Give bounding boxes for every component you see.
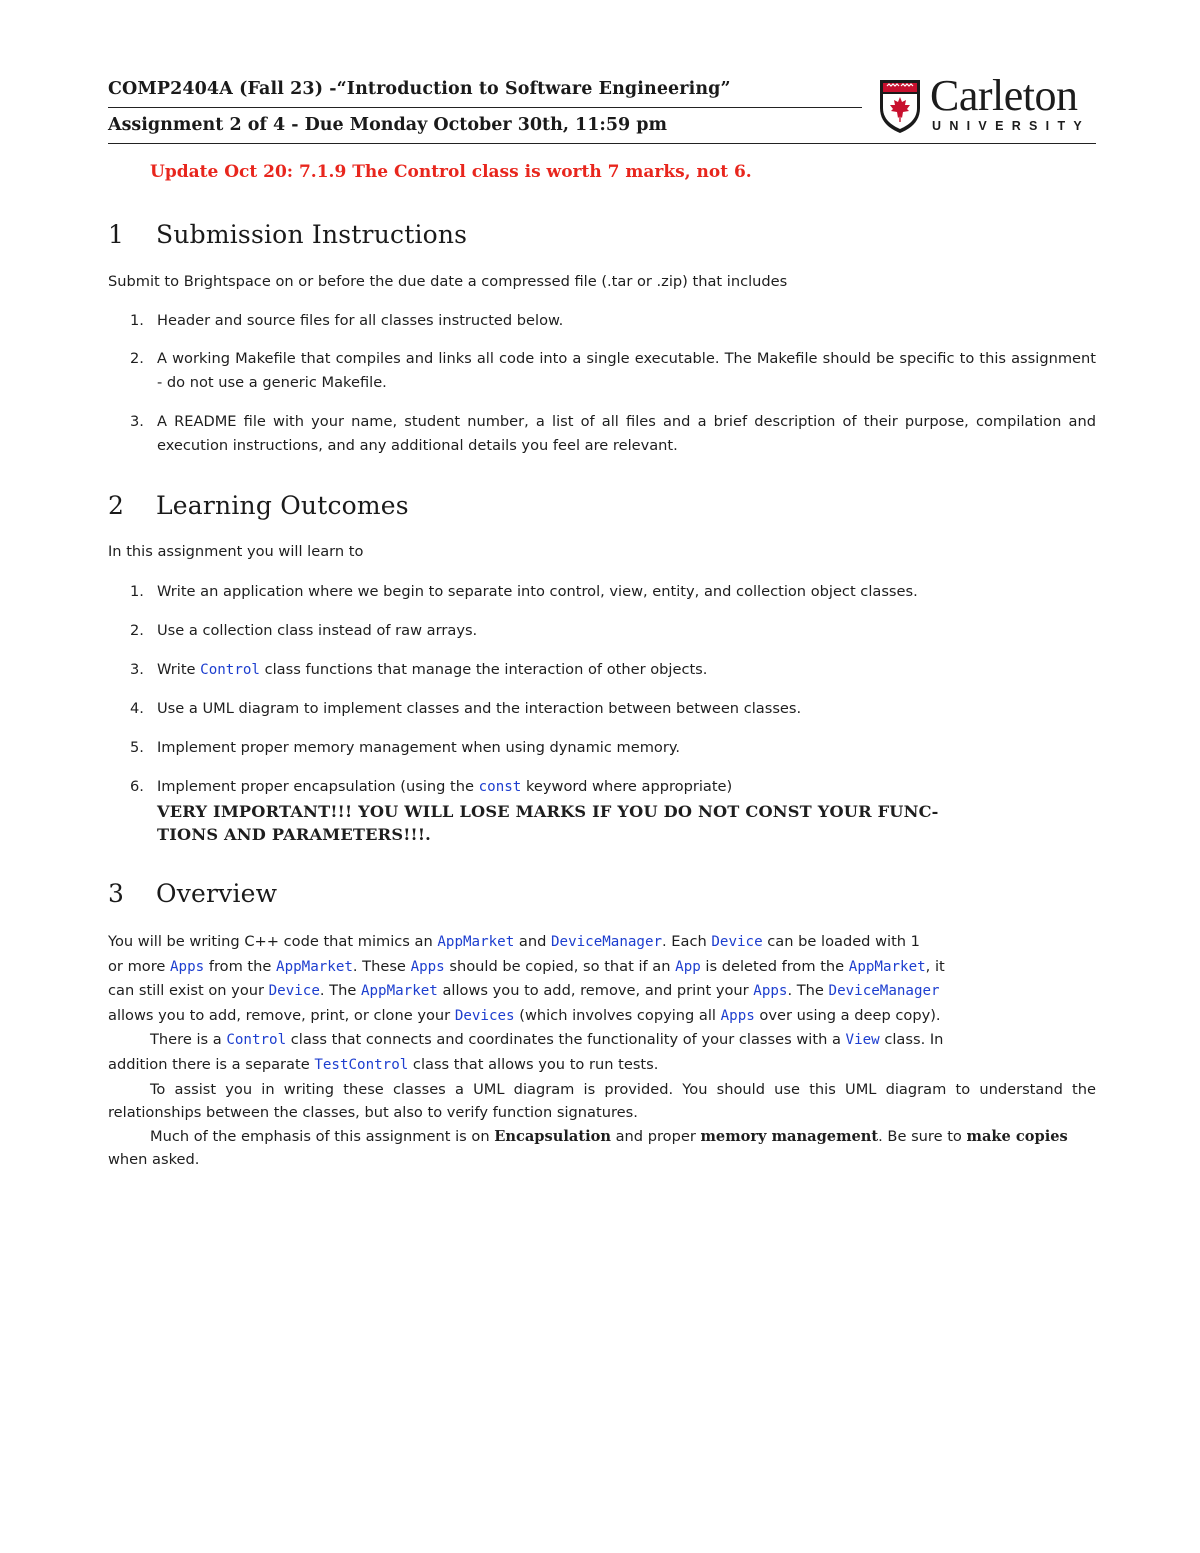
header-rule	[108, 107, 862, 108]
code-control: Control	[200, 662, 260, 678]
text-run: (which involves copying all	[514, 1006, 721, 1024]
code-apps: Apps	[753, 983, 788, 1000]
text-run: keyword where appropriate)	[521, 778, 733, 795]
overview-line	[108, 930, 1096, 955]
code-apps: Apps	[170, 958, 205, 975]
text-run: is deleted from the	[700, 957, 849, 975]
code-testcontrol: TestControl	[314, 1056, 409, 1073]
code-appmarket: AppMarket	[848, 958, 926, 975]
update-notice: Update Oct 20: 7.1.9 The Control class is worth 7 marks, not 6.	[150, 162, 752, 182]
list-text: A working Makefile that compiles and links all code into a single executable. The Makefile should be specific to this assignment - do not use a generic Makefile.	[157, 350, 1096, 391]
text-run: addition there is a separate	[108, 1055, 315, 1073]
warning-line: VERY IMPORTANT!!! YOU WILL LOSE MARKS IF YOU DO NOT CONST YOUR FUNC-	[157, 801, 939, 821]
text-run: from the	[204, 957, 277, 975]
code-control: Control	[226, 1032, 287, 1049]
text-run: or more	[108, 957, 171, 975]
text-run: class. In	[879, 1031, 944, 1049]
text-run: Much of the emphasis of this assignment is on	[150, 1127, 495, 1145]
code-devicemanager: DeviceManager	[828, 983, 940, 1000]
code-device: Device	[711, 934, 763, 950]
text-run: and proper	[610, 1127, 701, 1145]
text-run: class functions that manage the interaction of other objects.	[259, 661, 708, 678]
code-view: View	[845, 1032, 880, 1049]
code-devices: Devices	[454, 1007, 515, 1024]
list-text: Use a collection class instead of raw arrays.	[157, 622, 478, 639]
text-run: . The	[319, 982, 361, 1000]
overview-line	[108, 955, 1096, 980]
text-run: , it	[925, 957, 945, 975]
code-apps: Apps	[410, 958, 445, 975]
overview-line	[108, 1028, 1096, 1053]
section-title: Learning Outcomes	[156, 491, 409, 520]
text-run: You will be writing C++ code that mimics an	[108, 933, 438, 950]
text-run: can be loaded with 1	[762, 933, 920, 950]
text-run: Write	[157, 661, 201, 678]
code-appmarket: AppMarket	[437, 934, 515, 950]
emphasis-memory-management: memory management	[700, 1127, 879, 1145]
list-text: Header and source files for all classes instructed below.	[157, 312, 564, 329]
list-number: 2.	[130, 622, 144, 639]
code-app: App	[675, 958, 701, 975]
code-appmarket: AppMarket	[276, 958, 353, 975]
code-devicemanager: DeviceManager	[550, 934, 663, 950]
section-number: 1	[108, 220, 125, 249]
text-run: when asked.	[108, 1151, 200, 1169]
code-device: Device	[268, 983, 320, 1000]
text-run: can still exist on your	[108, 982, 269, 1000]
header-rule-bottom	[108, 143, 1096, 144]
list-number: 1.	[130, 583, 144, 600]
list-text: Write an application where we begin to separate into control, view, entity, and collection object classes.	[157, 583, 918, 600]
assignment-due-line: Assignment 2 of 4 - Due Monday October 30th, 11:59 pm	[108, 115, 668, 135]
list-number: 5.	[130, 739, 144, 756]
section-1-intro: Submit to Brightspace on or before the due date a compressed file (.tar or .zip) that includes	[108, 273, 788, 290]
list-text: Implement proper memory management when using dynamic memory.	[157, 739, 681, 756]
code-appmarket: AppMarket	[360, 983, 438, 1000]
section-1-heading	[108, 220, 467, 249]
section-2-heading	[108, 491, 409, 520]
text-run: allows you to add, remove, and print your	[437, 982, 754, 1000]
overview-line	[108, 1053, 1096, 1078]
text-run: . Be sure to	[878, 1127, 967, 1145]
overview-line	[108, 979, 1096, 1004]
text-run: There is a	[150, 1031, 227, 1049]
text-run: should be copied, so that if an	[444, 957, 676, 975]
warning-line: TIONS AND PARAMETERS!!!.	[157, 825, 431, 845]
emphasis-make-copies: make copies	[966, 1127, 1068, 1145]
text-run: over using a deep copy).	[754, 1006, 941, 1024]
text-run: and	[514, 933, 551, 950]
code-apps: Apps	[720, 1007, 755, 1024]
code-const: const	[478, 779, 522, 795]
logo-wordmark: Carleton	[930, 71, 1078, 120]
emphasis-encapsulation: Encapsulation	[494, 1127, 611, 1145]
text-run: . The	[787, 982, 829, 1000]
list-text: A README file with your name, student number, a list of all files and a brief description of their purpose, compilation and execution instructions, and any additional details you feel are relevant.	[157, 413, 1096, 454]
carleton-logo	[878, 71, 1096, 134]
section-number: 3	[108, 879, 125, 908]
list-text	[157, 775, 1096, 847]
list-number: 3.	[130, 661, 144, 678]
section-title: Overview	[156, 879, 278, 908]
overview-line	[108, 1004, 1096, 1029]
text-run: allows you to add, remove, print, or clone your	[108, 1006, 455, 1024]
text-run: . These	[352, 957, 411, 975]
page-header	[108, 71, 1096, 146]
overview-paragraph-1	[108, 930, 1096, 1172]
overview-paragraph-3: To assist you in writing these classes a UML diagram is provided. You should use this UML diagram to understand the relationships between the classes, but also to verify function signatures.	[108, 1080, 1096, 1122]
text-run: . Each	[662, 933, 712, 950]
list-number: 3.	[130, 413, 144, 430]
logo-subtitle: UNIVERSITY	[932, 119, 1091, 133]
list-number: 6.	[130, 778, 144, 795]
list-number: 2.	[130, 350, 144, 367]
text-run: class that allows you to run tests.	[408, 1055, 659, 1073]
section-number: 2	[108, 491, 125, 520]
list-text	[157, 658, 1096, 683]
text-run: Implement proper encapsulation (using the	[157, 778, 479, 795]
shield-icon	[878, 78, 922, 134]
text-run: class that connects and coordinates the functionality of your classes with a	[286, 1031, 846, 1049]
overview-paragraph-4	[108, 1125, 1096, 1172]
list-text: Use a UML diagram to implement classes and the interaction between between classes.	[157, 700, 802, 717]
section-3-heading	[108, 879, 277, 908]
section-2-intro: In this assignment you will learn to	[108, 543, 364, 560]
list-number: 1.	[130, 312, 144, 329]
section-title: Submission Instructions	[156, 220, 468, 249]
course-title: COMP2404A (Fall 23) -“Introduction to Software Engineering”	[108, 79, 731, 99]
list-number: 4.	[130, 700, 144, 717]
